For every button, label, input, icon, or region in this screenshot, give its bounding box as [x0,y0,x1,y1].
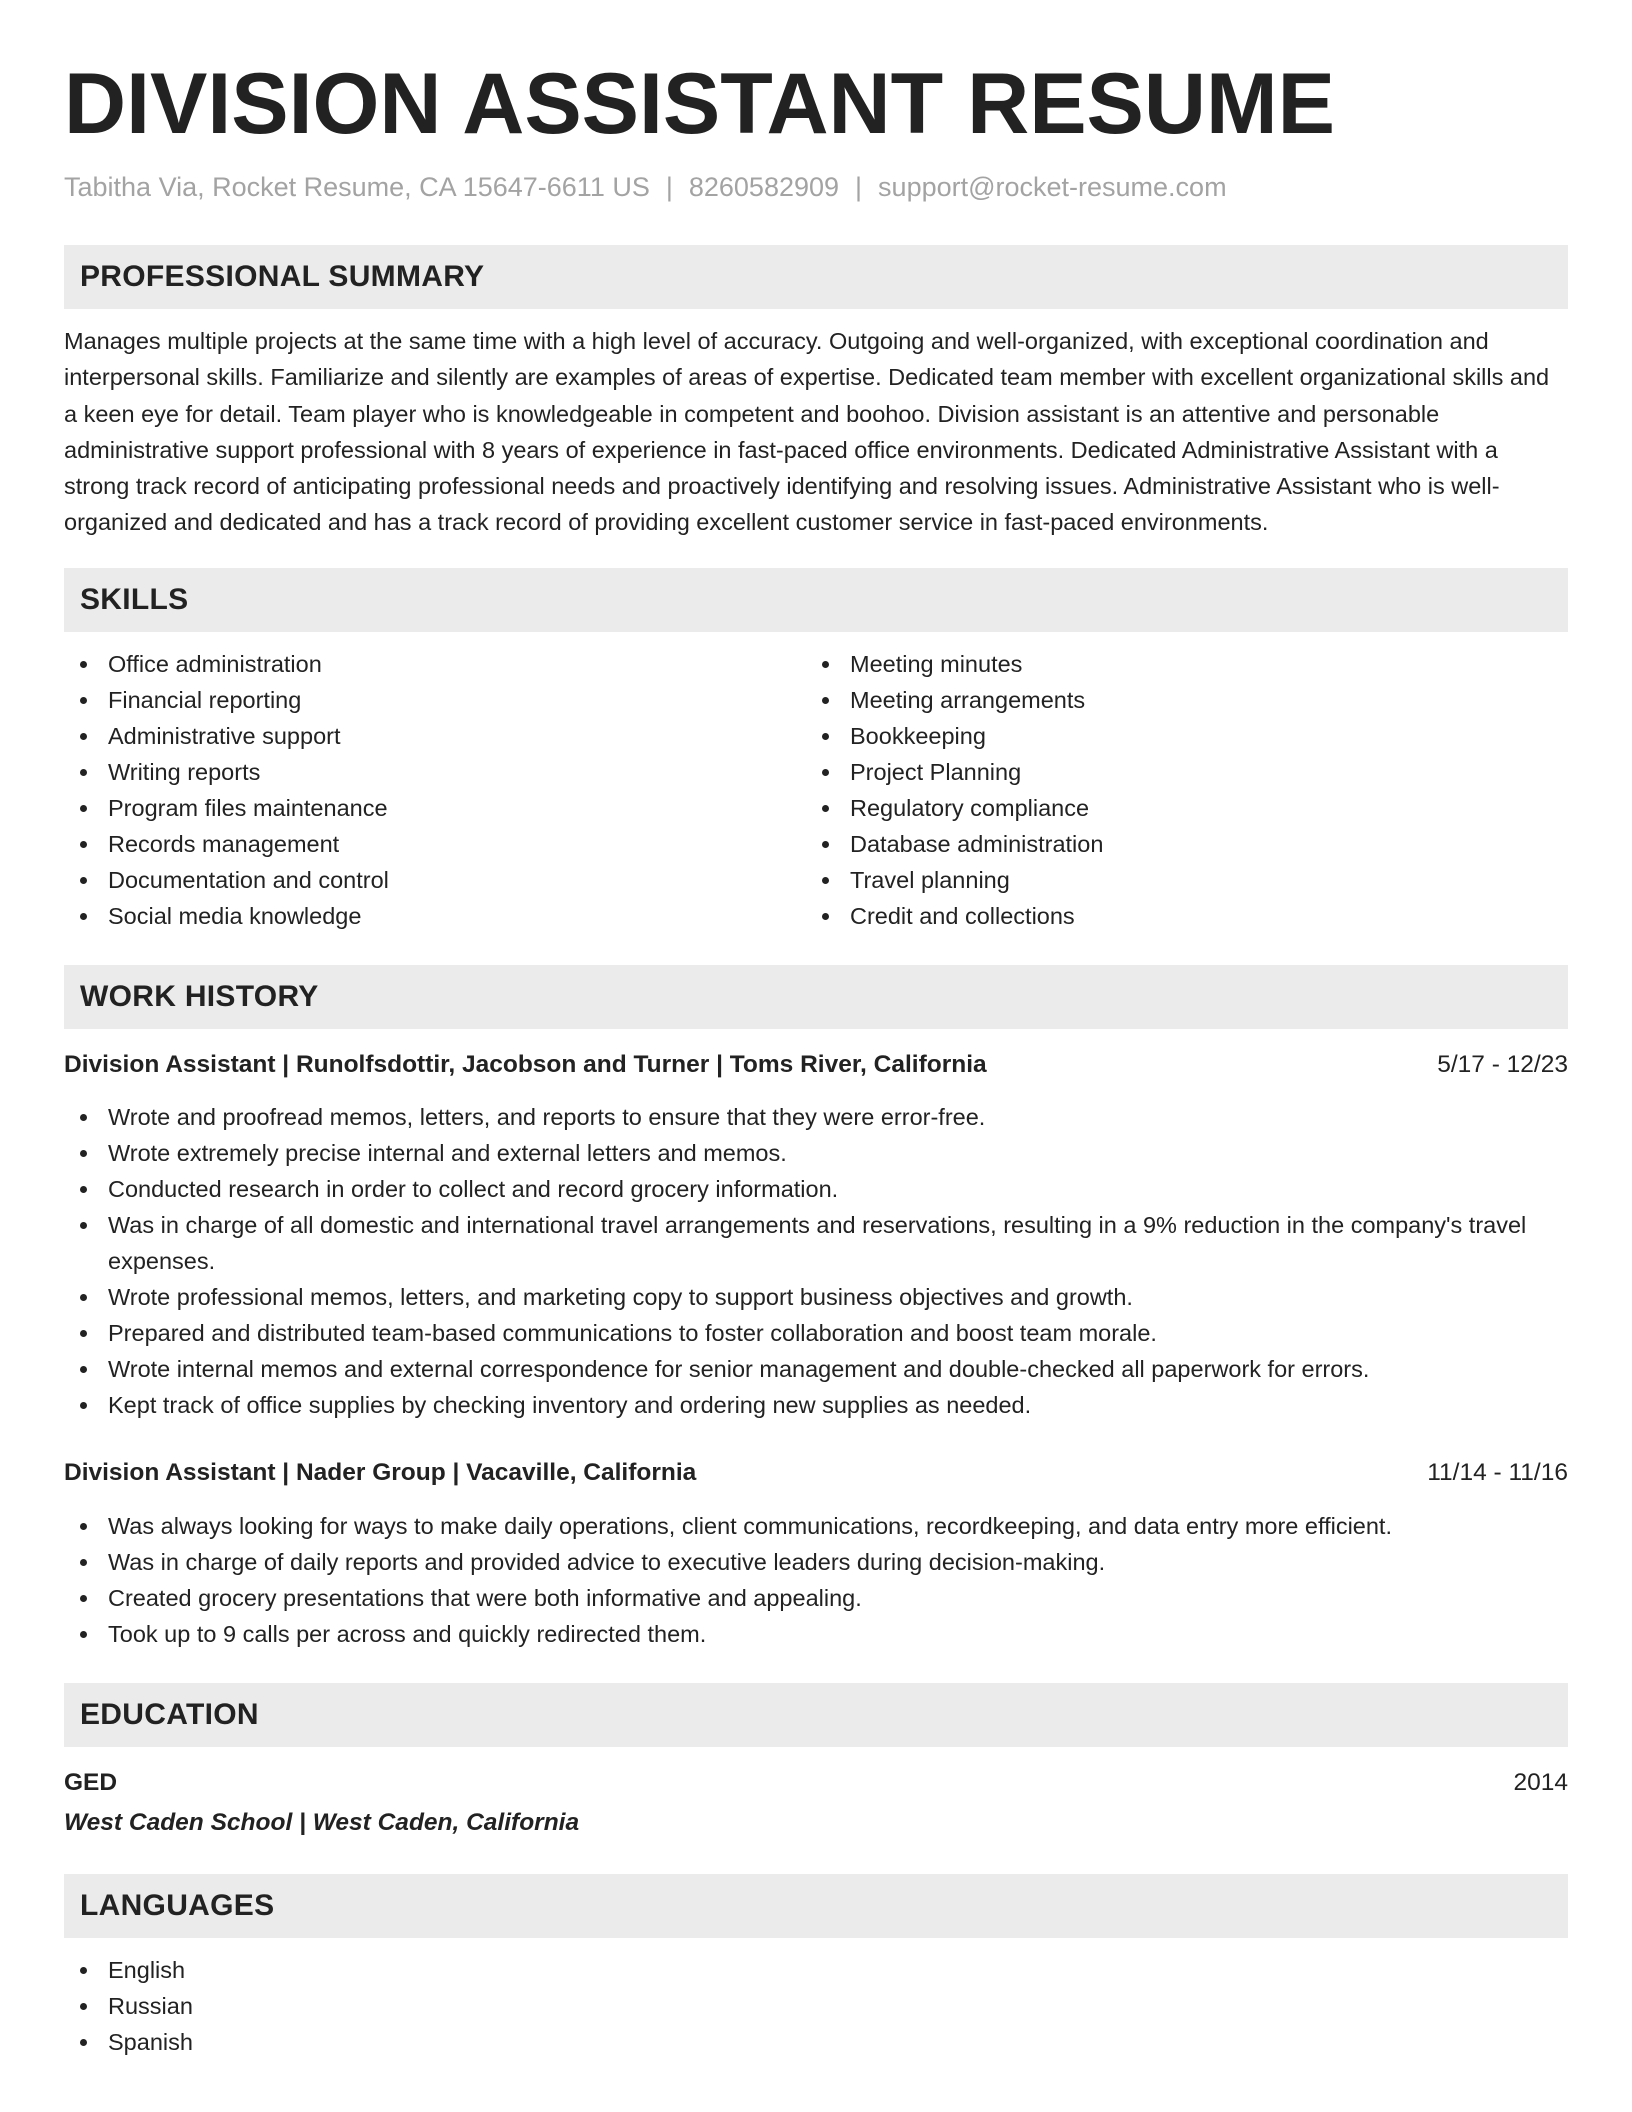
job-title: Division Assistant | Runolfsdottir, Jacobson and Turner | Toms River, California [64,1050,987,1078]
skill-item: Meeting arrangements [806,682,1548,718]
skill-item: Social media knowledge [64,898,806,934]
job-entry [64,1455,1568,1652]
skill-item: Program files maintenance [64,790,806,826]
languages-heading: LANGUAGES [64,1874,1568,1938]
skill-item: Regulatory compliance [806,790,1548,826]
skills-list-right [806,646,1548,934]
job-bullet: Wrote professional memos, letters, and marketing copy to support business objectives and growth. [64,1279,1568,1315]
contact-phone: 8260582909 [688,172,840,202]
job-bullet: Wrote internal memos and external correspondence for senior management and double-checked all paperwork for errors. [64,1351,1568,1387]
contact-line [64,170,1568,204]
skill-item: Office administration [64,646,806,682]
job-bullet: Was in charge of daily reports and provided advice to executive leaders during decision-making. [64,1544,1568,1580]
skill-item: Documentation and control [64,862,806,898]
job-bullet: Wrote and proofread memos, letters, and reports to ensure that they were error-free. [64,1099,1568,1135]
job-dates: 11/14 - 11/16 [1427,1458,1568,1486]
job-bullet: Took up to 9 calls per across and quickly redirected them. [64,1616,1568,1652]
job-bullets [64,1508,1568,1652]
skill-item: Administrative support [64,718,806,754]
resume-title: DIVISION ASSISTANT RESUME [64,56,1336,152]
skill-item: Credit and collections [806,898,1548,934]
languages-list [64,1952,1568,2060]
summary-heading: PROFESSIONAL SUMMARY [64,245,1568,309]
job-bullet: Prepared and distributed team-based communications to foster collaboration and boost team morale. [64,1315,1568,1351]
skill-item: Project Planning [806,754,1548,790]
skill-item: Database administration [806,826,1548,862]
education-heading: EDUCATION [64,1683,1568,1747]
education-header [64,1765,1568,1801]
contact-email: support@rocket-resume.com [878,172,1227,202]
skill-item: Records management [64,826,806,862]
education-school: West Caden School | West Caden, California [64,1808,580,1836]
language-item: English [64,1952,1568,1988]
job-bullets [64,1099,1568,1423]
skill-item: Writing reports [64,754,806,790]
skill-item: Bookkeeping [806,718,1548,754]
language-item: Spanish [64,2024,1568,2060]
education-degree: GED [64,1768,118,1796]
job-bullet: Conducted research in order to collect and record grocery information. [64,1171,1568,1207]
job-title: Division Assistant | Nader Group | Vacaville, California [64,1458,697,1486]
job-header [64,1047,1568,1083]
skill-item: Travel planning [806,862,1548,898]
job-header [64,1455,1568,1491]
language-item: Russian [64,1988,1568,2024]
contact-separator: | [665,172,673,202]
contact-separator: | [855,172,863,202]
skills-columns [64,646,1568,934]
work-heading: WORK HISTORY [64,965,1568,1029]
job-dates: 5/17 - 12/23 [1437,1050,1568,1078]
job-bullet: Created grocery presentations that were both informative and appealing. [64,1580,1568,1616]
skills-heading: SKILLS [64,568,1568,632]
skills-list-left [64,646,806,934]
contact-address: Tabitha Via, Rocket Resume, CA 15647-6611 US [64,172,650,202]
job-bullet: Kept track of office supplies by checking inventory and ordering new supplies as needed. [64,1387,1568,1423]
job-bullet: Wrote extremely precise internal and external letters and memos. [64,1135,1568,1171]
job-bullet: Was always looking for ways to make daily operations, client communications, recordkeeping, and data entry more efficient. [64,1508,1568,1544]
job-entry [64,1047,1568,1423]
skill-item: Financial reporting [64,682,806,718]
skill-item: Meeting minutes [806,646,1548,682]
summary-text: Manages multiple projects at the same time with a high level of accuracy. Outgoing and well-organized, with exceptional coordination and interpersonal skills. Familiarize and silently are examples of areas of expertise. Dedicated team member with excellent organizational skills and a keen eye for detail. Team player who is knowledgeable in competent and boohoo. Division assistant is an attentive and personable administrative support professional with 8 years of experience in fast-paced office environments. Dedicated Administrative Assistant with a strong track record of anticipating professional needs and proactively identifying and resolving issues. Administrative Assistant who is well-organized and dedicated and has a track record of providing excellent customer service in fast-paced environments. [64,328,1550,536]
job-bullet: Was in charge of all domestic and international travel arrangements and reservations, resulting in a 9% reduction in the company's travel expenses. [64,1207,1568,1279]
education-year: 2014 [1513,1768,1568,1796]
education-entry [64,1765,1568,1841]
